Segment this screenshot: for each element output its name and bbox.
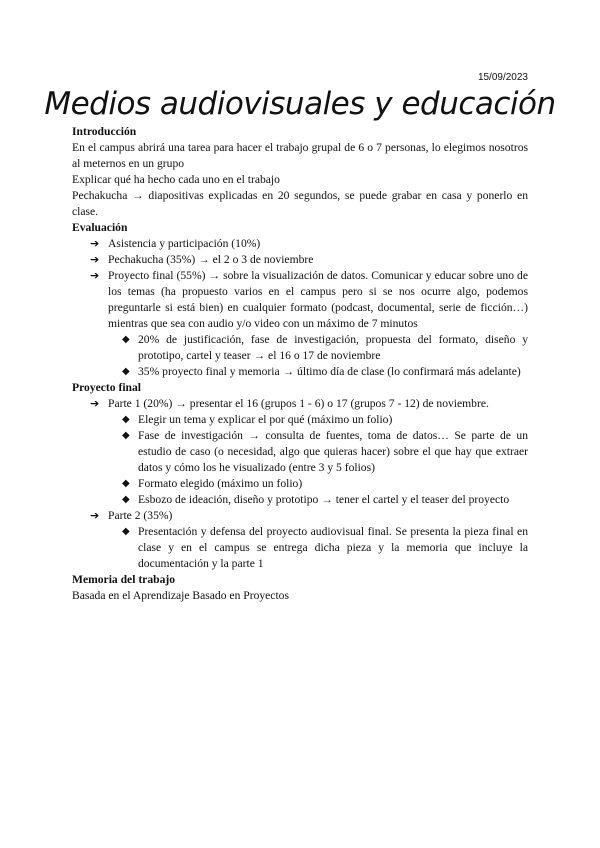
proyecto-list bbox=[72, 396, 528, 412]
evaluacion-sublist bbox=[108, 332, 528, 380]
parte1-sublist bbox=[108, 412, 528, 508]
list-item-text: Proyecto final (55%) → sobre la visualización de datos. Comunicar y educar sobre uno de los temas (ha propuesto varios en el campus pero si se nos ocurre algo, podemos preguntarle si está bien) en cualquier formato (podcast, documental, serie de ficción…) mientras que sea con audio y/o video con un máximo de 7 minutos bbox=[108, 269, 528, 330]
section-heading-proyecto-final: Proyecto final bbox=[72, 381, 142, 394]
sublist-item bbox=[108, 492, 528, 508]
section-heading-evaluacion: Evaluación bbox=[72, 221, 128, 234]
sublist-item bbox=[108, 476, 528, 492]
sublist-item bbox=[108, 428, 528, 476]
sublist-item bbox=[108, 364, 528, 380]
list-item-text: Esbozo de ideación, diseño y prototipo → tener el cartel y el teaser del proyecto bbox=[138, 493, 510, 506]
paragraph: En el campus abrirá una tarea para hacer el trabajo grupal de 6 o 7 personas, lo elegimos nosotros al meternos en un grupo bbox=[72, 141, 528, 170]
sublist-item bbox=[108, 332, 528, 364]
list-item bbox=[72, 396, 528, 412]
page-title: Medios audiovisuales y educación bbox=[44, 86, 556, 122]
parte2-sublist bbox=[108, 524, 528, 572]
list-item-text: 35% proyecto final y memoria → último día de clase (lo confirmará más adelante) bbox=[138, 365, 521, 378]
list-item-text: Parte 2 (35%) bbox=[108, 509, 173, 522]
list-item-text: Parte 1 (20%) → presentar el 16 (grupos 1 - 6) o 17 (grupos 7 - 12) de noviembre. bbox=[108, 397, 489, 410]
paragraph: Basada en el Aprendizaje Basado en Proyectos bbox=[72, 589, 289, 602]
list-item-text: Formato elegido (máximo un folio) bbox=[138, 477, 303, 490]
list-item bbox=[72, 268, 528, 332]
note-date: 15/09/2023 bbox=[477, 72, 528, 83]
list-item bbox=[72, 252, 528, 268]
list-item-text: Presentación y defensa del proyecto audiovisual final. Se presenta la pieza final en clase y en el campus se entrega dicha pieza y la memoria que incluye la documentación y la parte 1 bbox=[138, 525, 528, 570]
list-item bbox=[72, 236, 528, 252]
list-item-text: 20% de justificación, fase de investigación, propuesta del formato, diseño y prototipo, cartel y teaser → el 16 o 17 de noviembre bbox=[138, 333, 528, 362]
list-item-text: Asistencia y participación (10%) bbox=[108, 237, 261, 250]
section-heading-introduccion: Introducción bbox=[72, 125, 137, 138]
list-item-text: Pechakucha (35%) → el 2 o 3 de noviembre bbox=[108, 253, 314, 266]
sublist-item bbox=[108, 524, 528, 572]
sublist-item bbox=[108, 412, 528, 428]
paragraph: Pechakucha → diapositivas explicadas en 20 segundos, se puede grabar en casa y ponerlo en clase. bbox=[72, 189, 528, 218]
proyecto-list-2 bbox=[72, 508, 528, 524]
note-body bbox=[72, 124, 528, 604]
paragraph: Explicar qué ha hecho cada uno en el trabajo bbox=[72, 173, 280, 186]
list-item-text: Elegir un tema y explicar el por qué (máximo un folio) bbox=[138, 413, 393, 426]
list-item bbox=[72, 508, 528, 524]
list-item-text: Fase de investigación → consulta de fuentes, toma de datos… Se parte de un estudio de caso (o necesidad, algo que quieras hacer) sobre el que hay que extraer datos y cómo los he visualizado (entre 3 y 5 folios) bbox=[138, 429, 528, 474]
section-heading-memoria: Memoria del trabajo bbox=[72, 573, 176, 586]
evaluacion-list bbox=[72, 236, 528, 332]
